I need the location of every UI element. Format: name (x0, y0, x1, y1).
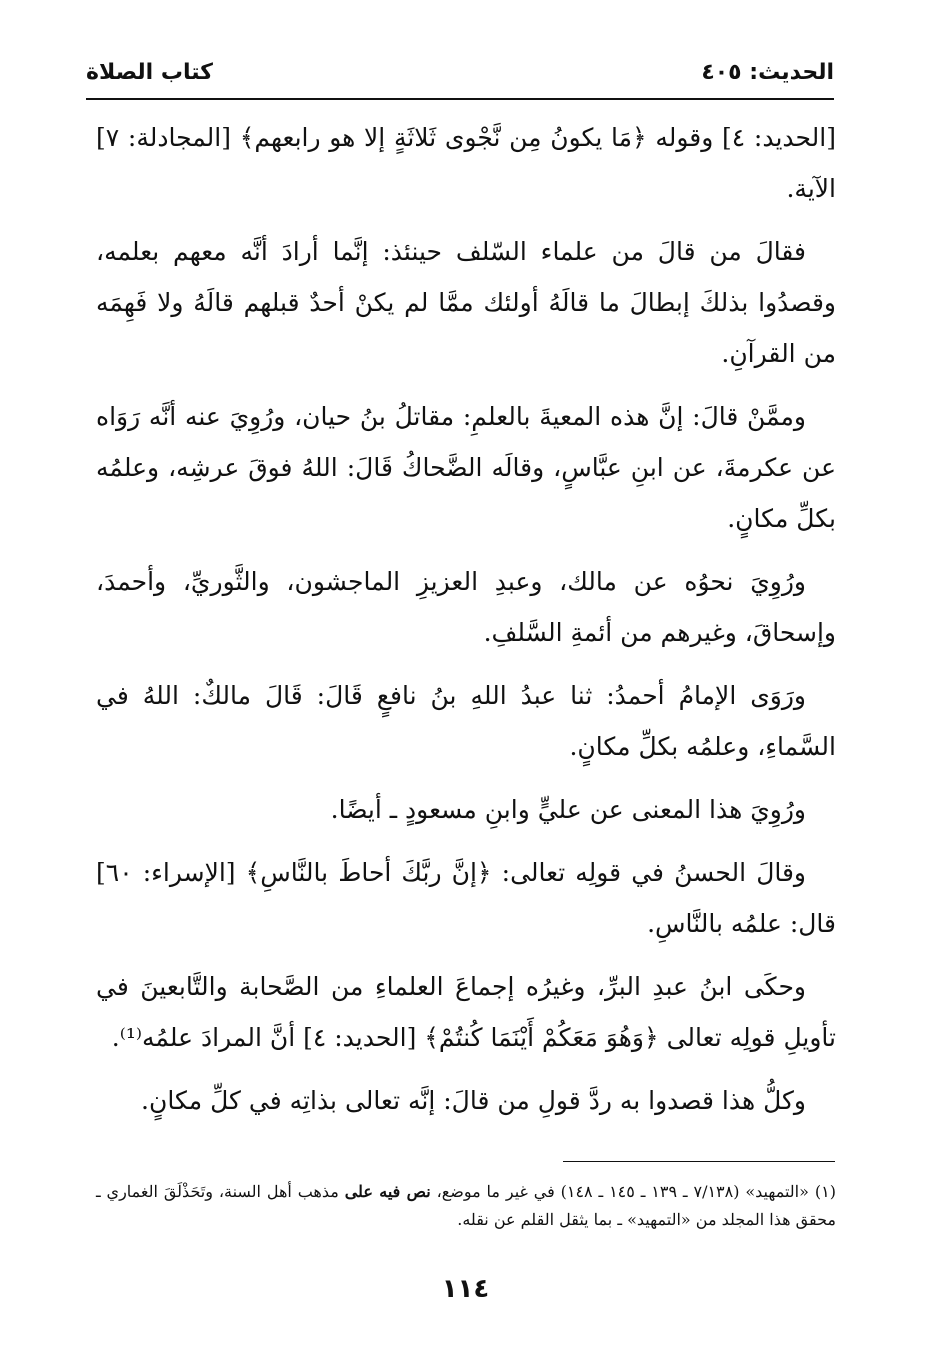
paragraph-1: [الحديد: ٤] وقوله ﴿مَا يكونُ مِن نَّجْوى ثَلاثَةٍ إلا هو رابعهم﴾ [المجادلة: ٧] الآية. (96, 123, 836, 203)
paragraph-9: وكلُّ هذا قصدوا به ردَّ قولِ من قالَ: إنَّه تعالى بذاتِه في كلِّ مكانٍ. (141, 1086, 806, 1115)
footnote (96, 1178, 836, 1234)
main-text (96, 112, 836, 1138)
paragraph-3: وممَّنْ قالَ: إنَّ هذه المعيةَ بالعلمِ: مقاتلُ بنُ حيان، ورُوِيَ عنه أنَّه رَوَاه عن عكرمةَ، عن ابنِ عبَّاسٍ، وقالَه الضَّحاكُ قَالَ: اللهُ فوقَ عرشِه، وعلمُه بكلِّ مكانٍ. (96, 402, 836, 533)
paragraph-7: وقالَ الحسنُ في قولِه تعالى: ﴿إنَّ ربَّكَ أحاطَ بالنَّاسِ﴾ [الإسراء: ٦٠] قال: علمُه بالنَّاسِ. (96, 858, 836, 938)
footnote-text-part2: مذهب أهل السنة، وتَحَذْلَقَ الغماري ـ محقق هذا المجلد من «التمهيد» ـ بما يثقل القلم عن نقله. (96, 1182, 836, 1229)
hadith-number: الحديث: ٤٠٥ (701, 60, 834, 85)
paragraph-8: وحكَى ابنُ عبدِ البرِّ، وغيرُه إجماعَ العلماءِ من الصَّحابة والتَّابعينَ في تأويلِ قولِه تعالى ﴿وَهُوَ مَعَكُمْ أَيْنَمَا كُنتُمْ﴾ [الحديد: ٤] أنَّ المرادَ علمُه⁽¹⁾. (96, 972, 836, 1052)
footnote-separator (563, 1161, 835, 1162)
page-number: ١١٤ (441, 1274, 490, 1304)
book-title: كتاب الصلاة (86, 60, 213, 85)
footnote-text-part1: «التمهيد» (٧/١٣٨ ـ ١٣٩ ـ ١٤٥ ـ ١٤٨) في غير ما موضع، (430, 1182, 809, 1201)
paragraph-2: فقالَ من قالَ من علماء السّلف حينئذ: إنَّما أرادَ أنَّه معهم بعلمه، وقصدُوا بذلكَ إبطالَ ما قالَهُ أولئك ممَّا لم يكنْ أحدٌ قبلهم قالَهُ ولا فَهِمَه من القرآنِ. (96, 237, 836, 368)
footnote-emphasis: نص فيه على (344, 1182, 431, 1201)
running-header (86, 58, 834, 100)
paragraph-5: ورَوَى الإمامُ أحمدُ: ثنا عبدُ اللهِ بنُ نافعٍ قَالَ: قَالَ مالكٌ: اللهُ في السَّماءِ، وعلمُه بكلِّ مكانٍ. (96, 681, 836, 761)
paragraph-4: ورُوِيَ نحوُه عن مالك، وعبدِ العزيزِ الماجشون، والثَّوريِّ، وأحمدَ، وإسحاقَ، وغيرهم من أئمةِ السَّلفِ. (96, 567, 836, 647)
footnote-marker: (١) (814, 1182, 837, 1201)
paragraph-6: ورُوِيَ هذا المعنى عن عليٍّ وابنِ مسعودٍ ـ أيضًا. (330, 795, 806, 824)
